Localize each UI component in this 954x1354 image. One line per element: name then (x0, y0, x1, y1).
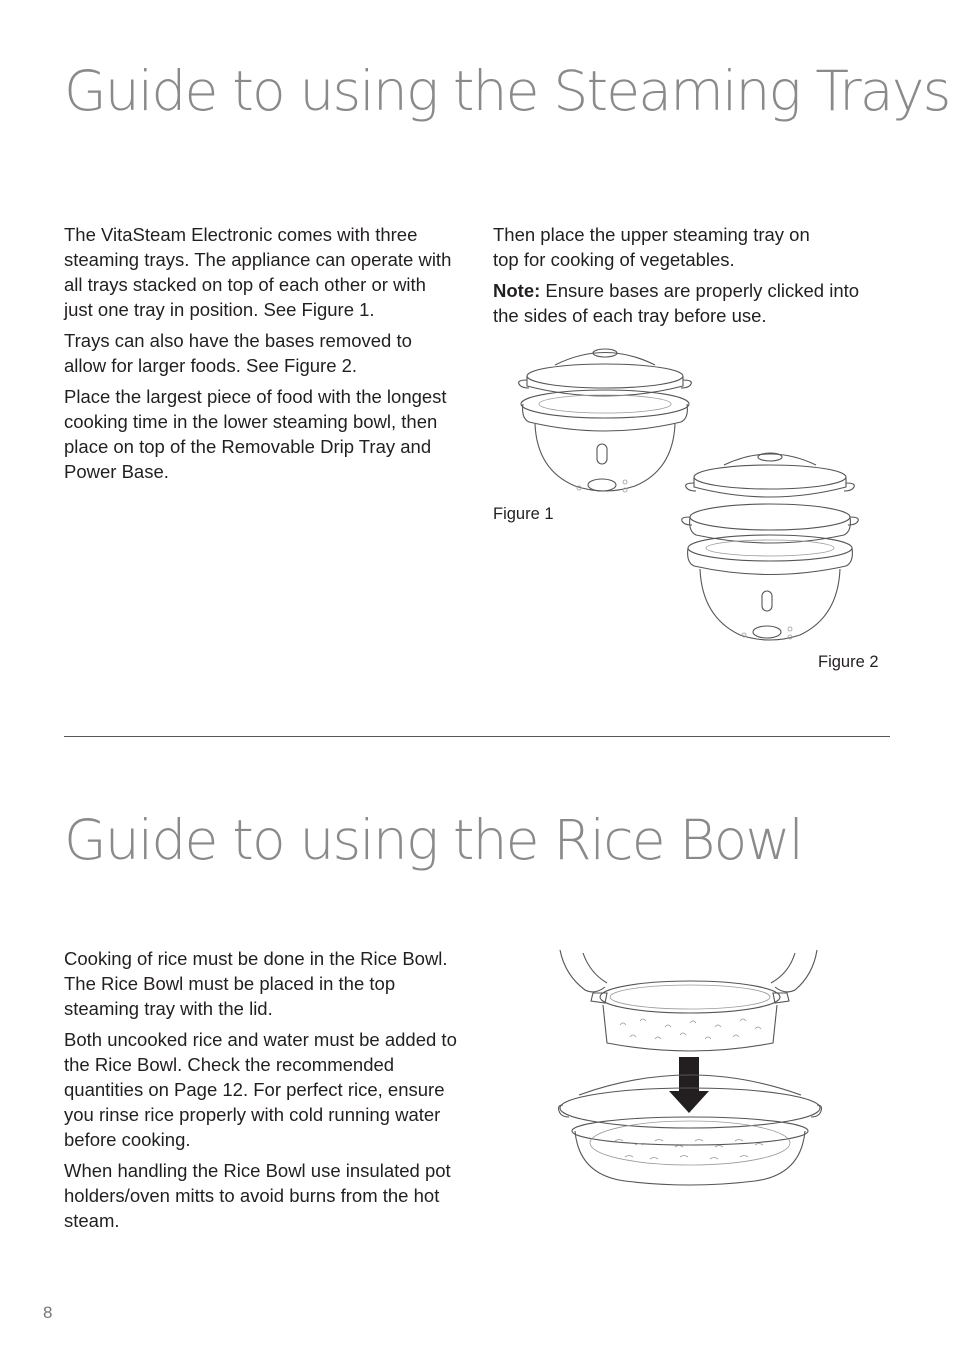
steaming-trays-left-column (64, 222, 459, 490)
note-text: Ensure bases are properly clicked into the sides of each tray before use. (493, 280, 860, 326)
paragraph: Both uncooked rice and water must be added to the Rice Bowl. Check the recommended quantities on Page 12. For perfect rice, ensure you rinse rice properly with cold running water before cooking. (64, 1029, 457, 1150)
page-number: 8 (43, 1303, 53, 1322)
paragraph: Place the largest piece of food with the longest cooking time in the lower steaming bowl, then place on top of the Removable Drip Tray and Power Base. (64, 386, 447, 482)
figure-1-illustration (515, 340, 695, 505)
figure-2-illustration (680, 445, 860, 650)
paragraph: The VitaSteam Electronic comes with three steaming trays. The appliance can operate with all trays stacked on top of each other or with just one tray in position. See Figure 1. (64, 224, 452, 320)
paragraph: When handling the Rice Bowl use insulated pot holders/oven mitts to avoid burns from the hot steam. (64, 1160, 451, 1231)
note-label: Note: (493, 280, 541, 301)
figure-2-caption: Figure 2 (818, 653, 879, 671)
section-title-steaming-trays: Guide to using the Steaming Trays (64, 59, 950, 123)
rice-bowl-left-column (64, 946, 464, 1239)
figure-1-caption: Figure 1 (493, 505, 554, 523)
steaming-trays-right-column (493, 222, 888, 334)
section-divider (64, 736, 890, 737)
rice-bowl-illustration (555, 945, 830, 1195)
note-paragraph (493, 278, 888, 328)
paragraph: Cooking of rice must be done in the Rice Bowl. The Rice Bowl must be placed in the top steaming tray with the lid. (64, 948, 448, 1019)
section-title-rice-bowl: Guide to using the Rice Bowl (64, 808, 803, 872)
paragraph: Then place the upper steaming tray on top for cooking of vegetables. (493, 224, 810, 270)
paragraph: Trays can also have the bases removed to allow for larger foods. See Figure 2. (64, 330, 412, 376)
